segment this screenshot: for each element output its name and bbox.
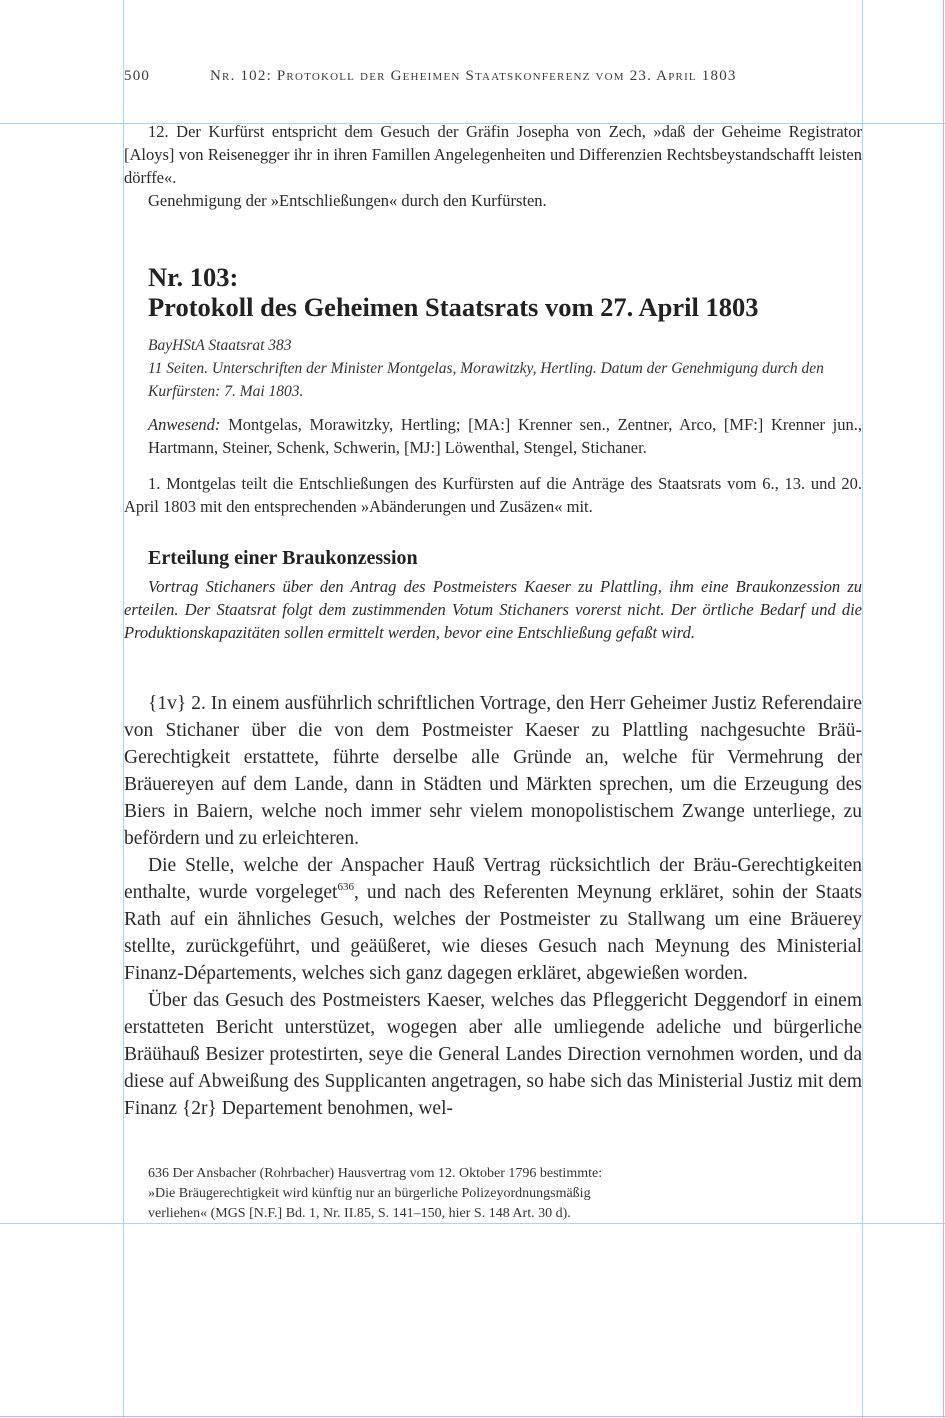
document-heading <box>148 262 862 322</box>
footnote-636 <box>148 1164 708 1224</box>
body-text <box>124 690 862 1122</box>
running-title: Nr. 102: Protokoll der Geheimen Staatskonferenz vom 23. April 1803 <box>210 68 737 84</box>
page-number: 500 <box>124 68 151 84</box>
page-edge-bottom <box>0 1416 945 1417</box>
archive-source: BayHStA Staatsrat 383 <box>148 337 292 354</box>
footnote-line-3: verliehen« (MGS [N.F.] Bd. 1, Nr. II.85, S. 141–150, hier S. 148 Art. 30 d). <box>148 1206 571 1221</box>
running-head <box>124 64 862 88</box>
attendees-label: Anwesend: <box>148 415 221 434</box>
footnote-reference[interactable]: 636 <box>337 880 354 893</box>
body-paragraph-3: Über das Gesuch des Postmeisters Kaeser, welches das Pfleggericht Deggendorf in einem erstatteten Bericht unterstüzet, wogegen aber alle umliegende adeliche und bürgerliche Bräühauß Besizer protestirten, seye die General Landes Direction vernohmen worden, und da diese auf Abweißung des Supplicanten angetragen, so habe sich das Ministerial Justiz mit dem Finanz {2r} Departement benohmen, wel- <box>124 990 862 1119</box>
margin-guide-right <box>862 0 863 1418</box>
body-paragraph-2-end: , und nach des Referenten Meynung erkläret, sohin der Staats Rath auf ein ähnliches Gesuch, welches der Postmeister zu Stallwang um eine Bräuerey stellte, zurückgeführt, und geäüßeret, wie dieses Gesuch nach Meynung des Ministerial Finanz-Départements, welches sich ganz dagegen erkläret, abgewießen worden. <box>124 882 862 984</box>
body-paragraph-1: {1v} 2. In einem ausführlich schriftlichen Vortrage, den Herr Geheimer Justiz Referendaire von Stichaner über die von dem Postmeister Kaeser zu Plattling nachgesuchte Bräü-Gerechtigkeit erstattete, führte derselbe alle Gründe an, welche für Vermehrung der Bräuereyen auf dem Lande, dann in Städten und Märkten sprechen, um die Erzeugung des Biers in Baiern, welche noch immer sehr vielem monopolistischem Zwange unterliege, zu befördern und zu erleichteren. <box>124 693 862 849</box>
body-paragraph-2 <box>124 852 862 987</box>
page-edge-right <box>943 0 944 1418</box>
attendees <box>148 413 862 459</box>
document-meta <box>148 334 862 403</box>
body-paragraph-2-start: Die Stelle, welche der Anspacher Hauß Vertrag rücksichtlich der Bräu-Gerechtigkeiten enthalte, wurde vorgeleget <box>124 855 862 903</box>
document-number: Nr. 103: <box>148 262 239 292</box>
item-1: 1. Montgelas teilt die Entschließungen des Kurfürsten auf die Anträge des Staatsrats vom 6., 13. und 20. April 1803 mit den entsprechenden »Abänderungen und Zusäzen« mit. <box>124 474 862 516</box>
document-description: 11 Seiten. Unterschriften der Minister Montgelas, Morawitzky, Hertling. Datum der Genehmigung durch den Kurfürsten: 7. Mai 1803. <box>148 360 824 400</box>
document-title: Protokoll des Geheimen Staatsrats vom 27. April 1803 <box>148 292 759 322</box>
item-12: 12. Der Kurfürst entspricht dem Gesuch der Gräfin Josepha von Zech, »daß der Geheime Registrator [Aloys] von Reisenegger ihr in ihren Famillen Angelegenheiten und Differenzien Rechtsbeystandschafft leisten dörffe«. <box>124 122 862 187</box>
attendees-list: Montgelas, Morawitzky, Hertling; [MA:] Krenner sen., Zentner, Arco, [MF:] Krenner jun., Hartmann, Steiner, Schenk, Schwerin, [MJ:] Löwenthal, Stengel, Stichaner. <box>148 415 862 457</box>
section-summary: Vortrag Stichaners über den Antrag des Postmeisters Kaeser zu Plattling, ihm eine Braukonzession zu erteilen. Der Staatsrat folgt dem zustimmenden Votum Stichaners vorerst nicht. Der örtliche Bedarf und die Produktionskapazitäten sollen ermittelt werden, bevor eine Entschließung gefaßt wird. <box>124 577 862 642</box>
previous-document-tail <box>124 120 862 212</box>
section-heading: Erteilung einer Braukonzession <box>148 547 418 569</box>
footnote-line-1: 636 Der Ansbacher (Rohrbacher) Hausvertrag vom 12. Oktober 1796 bestimmte: <box>148 1166 603 1181</box>
footnote-line-2: »Die Bräugerechtigkeit wird künftig nur an bürgerliche Polizeyordnungsmäßig <box>148 1186 591 1201</box>
item-1-block <box>124 472 862 518</box>
approval-note: Genehmigung der »Entschließungen« durch den Kurfürsten. <box>148 191 547 210</box>
